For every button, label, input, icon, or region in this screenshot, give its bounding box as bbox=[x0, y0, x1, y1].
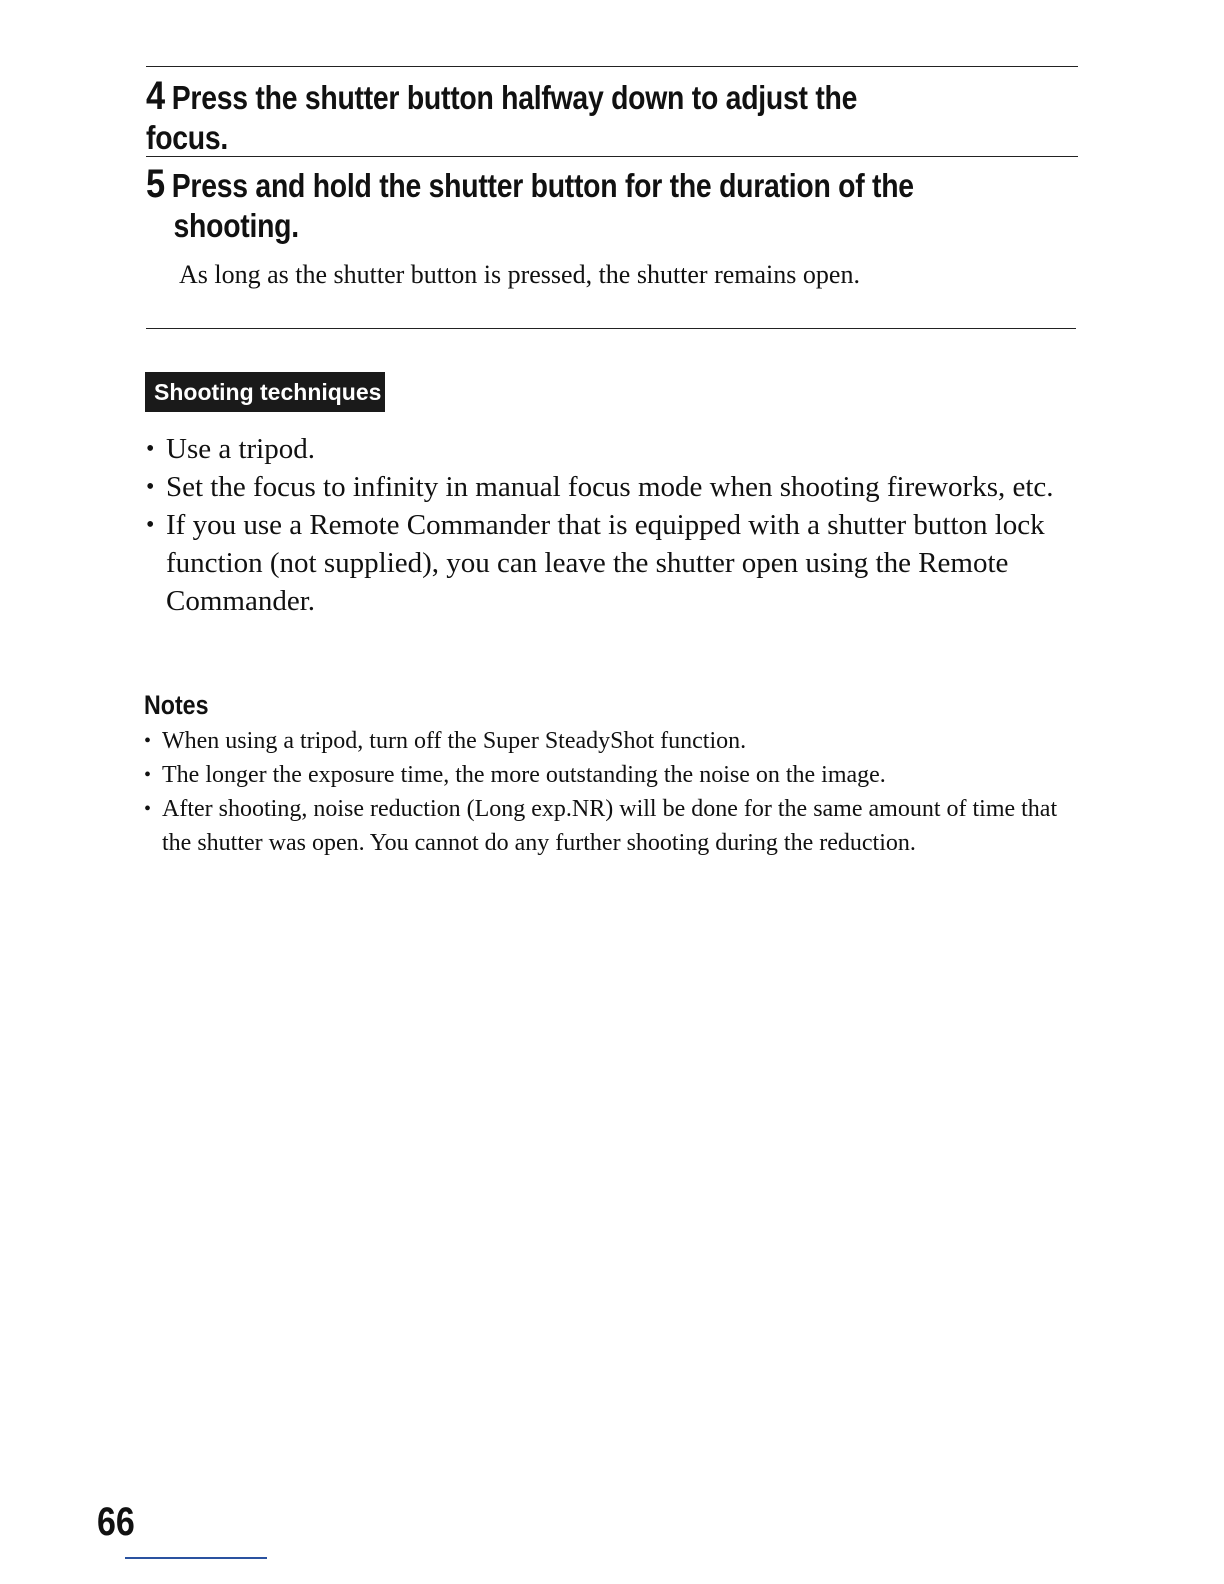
step-4-number: 4 bbox=[146, 74, 165, 118]
tip-item: • Use a tripod. bbox=[146, 430, 1076, 468]
page-underline bbox=[125, 1557, 267, 1559]
section-label-shooting-techniques: Shooting techniques bbox=[145, 372, 385, 412]
note-item: • After shooting, noise reduction (Long exp.NR) will be done for the same amount of time that the shutter was open. You cannot do any further shooting during the reduction. bbox=[144, 792, 1079, 860]
section-divider bbox=[146, 328, 1076, 329]
notes-heading: Notes bbox=[144, 690, 209, 720]
tips-list bbox=[146, 430, 1076, 620]
step-divider bbox=[146, 156, 1078, 157]
step-4-text: Press the shutter button halfway down to adjust the focus. bbox=[146, 79, 858, 156]
tip-item: • Set the focus to infinity in manual focus mode when shooting fireworks, etc. bbox=[146, 468, 1076, 506]
step-5-text-line2: shooting. bbox=[173, 207, 299, 244]
page-number: 66 bbox=[97, 1500, 135, 1544]
top-divider bbox=[146, 66, 1078, 67]
step-5 bbox=[146, 164, 946, 246]
step-5-description: As long as the shutter button is pressed, the shutter remains open. bbox=[179, 260, 860, 289]
step-5-text-line1: Press and hold the shutter button for the duration of the bbox=[171, 167, 914, 204]
note-item: • The longer the exposure time, the more outstanding the noise on the image. bbox=[144, 758, 1079, 792]
note-item: • When using a tripod, turn off the Super SteadyShot function. bbox=[144, 724, 1079, 758]
notes-list bbox=[144, 724, 1079, 860]
step-5-number: 5 bbox=[146, 162, 165, 206]
step-4 bbox=[146, 76, 946, 158]
tip-item: • If you use a Remote Commander that is equipped with a shutter button lock function (not supplied), you can leave the shutter open using the Remote Commander. bbox=[146, 506, 1076, 620]
